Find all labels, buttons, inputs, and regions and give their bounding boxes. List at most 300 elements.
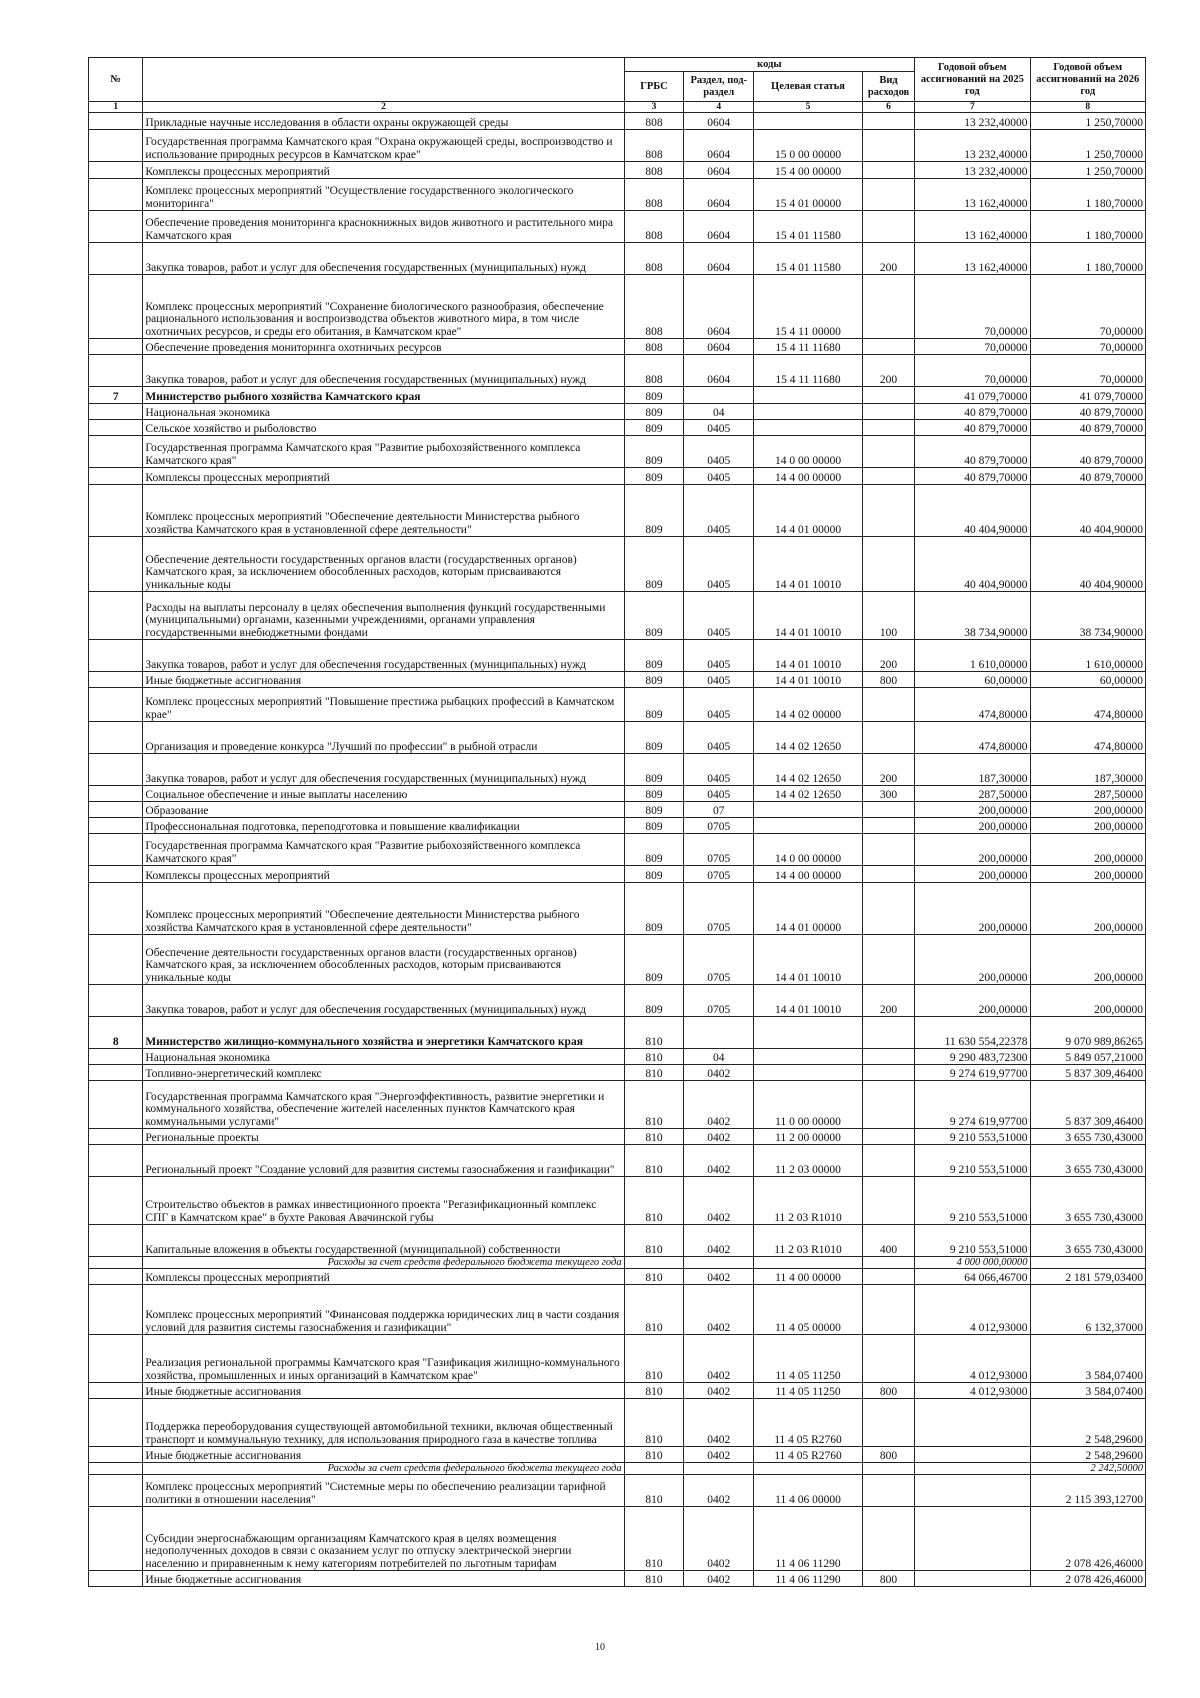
table-row <box>89 243 1146 275</box>
column-numbers-row <box>89 102 1146 113</box>
row-target-article: 15 4 00 00000 <box>754 162 863 179</box>
row-expense-kind <box>862 834 914 866</box>
row-volume-2025: 1 610,00000 <box>915 640 1030 672</box>
row-number <box>89 935 143 985</box>
row-number <box>89 436 143 468</box>
row-name: Реализация региональной программы Камчатского края "Газификация жилищно-коммунального хозяйства, промышленных и иных организаций в Камчатском крае" <box>143 1335 624 1383</box>
row-grbs: 809 <box>624 404 684 420</box>
row-grbs: 810 <box>624 1065 684 1081</box>
table-row <box>89 468 1146 485</box>
table-row <box>89 672 1146 688</box>
row-volume-2026: 200,00000 <box>1030 985 1145 1017</box>
row-grbs: 808 <box>624 113 684 130</box>
row-name: Субсидии энергоснабжающим организациям Камчатского края в целях возмещения недополученных доходов в связи с оказанием услуг по отпуску электрической энергии населению и приравненным к нему категориям потребителей по льготным тарифам <box>143 1507 624 1571</box>
row-grbs <box>624 1257 684 1269</box>
row-grbs: 809 <box>624 436 684 468</box>
row-volume-2025: 9 210 553,51000 <box>915 1129 1030 1145</box>
row-number: 7 <box>89 387 143 404</box>
row-grbs: 808 <box>624 243 684 275</box>
row-name: Организация и проведение конкурса "Лучший по профессии" в рыбной отрасли <box>143 722 624 754</box>
row-target-article: 14 4 01 10010 <box>754 640 863 672</box>
table-row <box>89 387 1146 404</box>
row-number <box>89 1475 143 1507</box>
header-target: Целевая статья <box>754 72 863 102</box>
table-row <box>89 802 1146 818</box>
table-row <box>89 754 1146 786</box>
row-grbs: 809 <box>624 985 684 1017</box>
row-grbs: 809 <box>624 688 684 722</box>
row-expense-kind <box>862 113 914 130</box>
row-volume-2026: 474,80000 <box>1030 722 1145 754</box>
row-number <box>89 404 143 420</box>
table-row <box>89 130 1146 162</box>
row-grbs: 809 <box>624 786 684 802</box>
federal-note-row <box>89 1463 1146 1475</box>
row-section: 0604 <box>684 355 754 387</box>
row-number <box>89 339 143 355</box>
row-name: Региональные проекты <box>143 1129 624 1145</box>
row-section: 0405 <box>684 420 754 436</box>
row-target-article: 11 4 06 11290 <box>754 1507 863 1571</box>
row-target-article: 14 4 01 00000 <box>754 883 863 935</box>
row-grbs: 810 <box>624 1285 684 1335</box>
row-expense-kind: 200 <box>862 355 914 387</box>
row-expense-kind <box>862 1129 914 1145</box>
row-volume-2026: 9 070 989,86265 <box>1030 1017 1145 1049</box>
row-expense-kind: 800 <box>862 1447 914 1463</box>
row-volume-2026: 200,00000 <box>1030 883 1145 935</box>
table-row <box>89 688 1146 722</box>
column-number: 3 <box>624 102 684 113</box>
row-volume-2025: 9 274 619,97700 <box>915 1065 1030 1081</box>
row-grbs: 810 <box>624 1081 684 1129</box>
row-expense-kind: 100 <box>862 592 914 640</box>
row-number <box>89 1049 143 1065</box>
row-volume-2026: 1 610,00000 <box>1030 640 1145 672</box>
row-grbs: 808 <box>624 275 684 339</box>
row-volume-2026: 5 849 057,21000 <box>1030 1049 1145 1065</box>
table-row <box>89 1145 1146 1177</box>
row-section: 0405 <box>684 468 754 485</box>
row-volume-2026: 187,30000 <box>1030 754 1145 786</box>
row-volume-2025: 70,00000 <box>915 275 1030 339</box>
row-number <box>89 1081 143 1129</box>
row-volume-2026: 1 250,70000 <box>1030 130 1145 162</box>
header-grbs: ГРБС <box>624 72 684 102</box>
row-volume-2025: 40 879,70000 <box>915 436 1030 468</box>
row-volume-2026: 40 879,70000 <box>1030 420 1145 436</box>
budget-table <box>88 57 1146 1587</box>
row-volume-2026: 2 242,50000 <box>1030 1463 1145 1475</box>
column-number: 2 <box>143 102 624 113</box>
row-target-article: 15 4 11 11680 <box>754 355 863 387</box>
row-target-article: 14 4 01 10010 <box>754 985 863 1017</box>
row-name: Капитальные вложения в объекты государственной (муниципальной) собственности <box>143 1225 624 1257</box>
row-number <box>89 985 143 1017</box>
row-grbs: 810 <box>624 1269 684 1285</box>
row-volume-2026: 200,00000 <box>1030 935 1145 985</box>
row-expense-kind <box>862 436 914 468</box>
row-volume-2025: 200,00000 <box>915 935 1030 985</box>
page-number: 10 <box>595 1642 605 1653</box>
row-grbs: 809 <box>624 818 684 834</box>
row-expense-kind <box>862 1463 914 1475</box>
row-expense-kind: 400 <box>862 1225 914 1257</box>
table-row <box>89 1447 1146 1463</box>
row-name: Министерство рыбного хозяйства Камчатского края <box>143 387 624 404</box>
row-section: 07 <box>684 802 754 818</box>
table-row <box>89 985 1146 1017</box>
row-number <box>89 1177 143 1225</box>
row-name: Обеспечение деятельности государственных органов власти (государственных органов) Камчатского края, за исключением обособленных расходов, которым присваиваются уникальные коды <box>143 935 624 985</box>
row-target-article: 11 4 05 00000 <box>754 1285 863 1335</box>
row-name: Комплекс процессных мероприятий "Обеспечение деятельности Министерства рыбного хозяйства Камчатского края в установленной сфере деятельности" <box>143 485 624 537</box>
row-volume-2025: 70,00000 <box>915 355 1030 387</box>
row-grbs: 809 <box>624 883 684 935</box>
row-volume-2025 <box>915 1507 1030 1571</box>
row-number <box>89 1269 143 1285</box>
row-volume-2026: 5 837 309,46400 <box>1030 1081 1145 1129</box>
row-volume-2026: 70,00000 <box>1030 355 1145 387</box>
table-row <box>89 786 1146 802</box>
row-grbs: 808 <box>624 179 684 211</box>
row-number <box>89 537 143 592</box>
row-grbs: 810 <box>624 1049 684 1065</box>
row-target-article: 11 4 05 11250 <box>754 1383 863 1399</box>
row-volume-2025: 13 232,40000 <box>915 113 1030 130</box>
row-section: 0705 <box>684 935 754 985</box>
table-row <box>89 1065 1146 1081</box>
row-volume-2026: 6 132,37000 <box>1030 1285 1145 1335</box>
row-grbs: 808 <box>624 162 684 179</box>
row-name: Национальная экономика <box>143 1049 624 1065</box>
row-name: Топливно-энергетический комплекс <box>143 1065 624 1081</box>
row-volume-2025: 41 079,70000 <box>915 387 1030 404</box>
table-row <box>89 420 1146 436</box>
header-vol-2026: Годовой объем ассигнований на 2026 год <box>1030 58 1145 102</box>
row-expense-kind <box>862 537 914 592</box>
row-expense-kind <box>862 802 914 818</box>
row-number <box>89 243 143 275</box>
row-volume-2025: 38 734,90000 <box>915 592 1030 640</box>
federal-note-row <box>89 1257 1146 1269</box>
row-expense-kind <box>862 387 914 404</box>
row-expense-kind <box>862 1285 914 1335</box>
row-name: Комплексы процессных мероприятий <box>143 468 624 485</box>
row-section: 0405 <box>684 786 754 802</box>
row-expense-kind: 200 <box>862 985 914 1017</box>
row-volume-2026: 2 078 426,46000 <box>1030 1571 1145 1587</box>
row-number <box>89 1129 143 1145</box>
row-volume-2026: 5 837 309,46400 <box>1030 1065 1145 1081</box>
row-volume-2026: 3 655 730,43000 <box>1030 1177 1145 1225</box>
row-section: 0402 <box>684 1065 754 1081</box>
row-name: Комплекс процессных мероприятий "Повышение престижа рыбацких профессий в Камчатском крае" <box>143 688 624 722</box>
row-volume-2026: 1 180,70000 <box>1030 211 1145 243</box>
row-volume-2026: 40 404,90000 <box>1030 485 1145 537</box>
row-name: Обеспечение деятельности государственных органов власти (государственных органов) Камчатского края, за исключением обособленных расходов, которым присваиваются уникальные коды <box>143 537 624 592</box>
row-target-article: 11 4 05 11250 <box>754 1335 863 1383</box>
column-number: 5 <box>754 102 863 113</box>
row-expense-kind <box>862 883 914 935</box>
table-row <box>89 113 1146 130</box>
row-number <box>89 130 143 162</box>
row-section: 0405 <box>684 640 754 672</box>
row-expense-kind <box>862 688 914 722</box>
table-row <box>89 1081 1146 1129</box>
row-grbs: 808 <box>624 355 684 387</box>
row-number <box>89 1335 143 1383</box>
table-row <box>89 1507 1146 1571</box>
row-grbs: 808 <box>624 130 684 162</box>
row-number <box>89 113 143 130</box>
row-volume-2025: 200,00000 <box>915 802 1030 818</box>
row-volume-2026: 38 734,90000 <box>1030 592 1145 640</box>
header-name <box>143 58 624 102</box>
table-row <box>89 179 1146 211</box>
row-number <box>89 420 143 436</box>
row-name: Закупка товаров, работ и услуг для обеспечения государственных (муниципальных) нужд <box>143 640 624 672</box>
row-grbs: 810 <box>624 1177 684 1225</box>
row-name: Иные бюджетные ассигнования <box>143 672 624 688</box>
row-section: 04 <box>684 1049 754 1065</box>
row-target-article: 11 4 06 00000 <box>754 1475 863 1507</box>
table-row <box>89 339 1146 355</box>
table-row <box>89 1571 1146 1587</box>
row-target-article <box>754 1463 863 1475</box>
row-number <box>89 786 143 802</box>
row-grbs: 808 <box>624 211 684 243</box>
row-target-article: 11 2 03 R1010 <box>754 1225 863 1257</box>
table-row <box>89 1475 1146 1507</box>
row-target-article: 15 4 01 11580 <box>754 211 863 243</box>
row-volume-2025: 64 066,46700 <box>915 1269 1030 1285</box>
row-section: 0402 <box>684 1507 754 1571</box>
row-section: 0402 <box>684 1335 754 1383</box>
row-name: Расходы за счет средств федерального бюджета текущего года <box>143 1257 624 1269</box>
row-expense-kind <box>862 1507 914 1571</box>
row-volume-2025: 40 879,70000 <box>915 468 1030 485</box>
row-expense-kind <box>862 404 914 420</box>
row-grbs: 809 <box>624 640 684 672</box>
row-volume-2025: 474,80000 <box>915 688 1030 722</box>
row-volume-2025: 200,00000 <box>915 866 1030 883</box>
row-number <box>89 1507 143 1571</box>
row-grbs: 810 <box>624 1475 684 1507</box>
row-volume-2026: 3 584,07400 <box>1030 1335 1145 1383</box>
row-target-article <box>754 1257 863 1269</box>
row-section: 0402 <box>684 1447 754 1463</box>
row-section: 0402 <box>684 1269 754 1285</box>
row-grbs: 809 <box>624 468 684 485</box>
header-kind: Вид расходов <box>862 72 914 102</box>
row-target-article: 15 4 01 00000 <box>754 179 863 211</box>
row-number <box>89 1463 143 1475</box>
row-volume-2026: 40 879,70000 <box>1030 404 1145 420</box>
row-name: Государственная программа Камчатского края "Развитие рыбохозяйственного комплекса Камчатского края" <box>143 436 624 468</box>
row-expense-kind <box>862 722 914 754</box>
row-name: Национальная экономика <box>143 404 624 420</box>
header-vol-2025: Годовой объем ассигнований на 2025 год <box>915 58 1030 102</box>
row-grbs: 810 <box>624 1399 684 1447</box>
row-target-article: 11 2 03 R1010 <box>754 1177 863 1225</box>
row-volume-2026: 200,00000 <box>1030 818 1145 834</box>
row-number <box>89 818 143 834</box>
row-grbs: 810 <box>624 1383 684 1399</box>
row-name: Иные бюджетные ассигнования <box>143 1447 624 1463</box>
row-number <box>89 179 143 211</box>
row-volume-2025 <box>915 1475 1030 1507</box>
row-name: Государственная программа Камчатского края "Развитие рыбохозяйственного комплекса Камчатского края" <box>143 834 624 866</box>
row-volume-2026: 200,00000 <box>1030 802 1145 818</box>
row-section: 0405 <box>684 485 754 537</box>
row-section <box>684 1257 754 1269</box>
row-number <box>89 468 143 485</box>
row-target-article: 14 4 00 00000 <box>754 468 863 485</box>
row-name: Государственная программа Камчатского края "Энергоэффективность, развитие энергетики и коммунального хозяйства, обеспечение жителей населенных пунктов Камчатского края коммунальными услугами" <box>143 1081 624 1129</box>
row-target-article: 11 2 03 00000 <box>754 1145 863 1177</box>
row-name: Комплекс процессных мероприятий "Финансовая поддержка юридических лиц в части создания условий для развития системы газоснабжения и газификации" <box>143 1285 624 1335</box>
row-grbs: 809 <box>624 420 684 436</box>
row-target-article: 15 4 01 11580 <box>754 243 863 275</box>
row-target-article: 11 4 05 R2760 <box>754 1447 863 1463</box>
row-grbs: 810 <box>624 1447 684 1463</box>
row-section: 0402 <box>684 1225 754 1257</box>
row-grbs: 810 <box>624 1145 684 1177</box>
row-number <box>89 672 143 688</box>
row-volume-2026: 2 115 393,12700 <box>1030 1475 1145 1507</box>
row-target-article: 14 4 01 10010 <box>754 935 863 985</box>
row-number <box>89 688 143 722</box>
row-volume-2025: 13 232,40000 <box>915 162 1030 179</box>
row-expense-kind <box>862 130 914 162</box>
row-volume-2026: 40 879,70000 <box>1030 468 1145 485</box>
row-expense-kind <box>862 1177 914 1225</box>
row-target-article: 14 0 00 00000 <box>754 834 863 866</box>
row-section: 0604 <box>684 179 754 211</box>
row-volume-2026: 70,00000 <box>1030 275 1145 339</box>
table-row <box>89 436 1146 468</box>
row-expense-kind <box>862 339 914 355</box>
row-name: Прикладные научные исследования в области охраны окружающей среды <box>143 113 624 130</box>
row-name: Комплексы процессных мероприятий <box>143 1269 624 1285</box>
row-name: Поддержка переоборудования существующей автомобильной техники, включая общественный транспорт и коммунальную технику, для использования природного газа в качестве топлива <box>143 1399 624 1447</box>
row-section: 0402 <box>684 1285 754 1335</box>
row-volume-2025: 4 000 000,00000 <box>915 1257 1030 1269</box>
row-volume-2026: 200,00000 <box>1030 834 1145 866</box>
table-row <box>89 162 1146 179</box>
row-target-article: 14 4 02 12650 <box>754 786 863 802</box>
row-target-article <box>754 1065 863 1081</box>
row-target-article: 15 4 11 00000 <box>754 275 863 339</box>
row-name: Расходы на выплаты персоналу в целях обеспечения выполнения функций государственными (муниципальными) органами, казенными учреждениями, органами управления государственными внебюджетными фондами <box>143 592 624 640</box>
row-number <box>89 1225 143 1257</box>
row-section: 0604 <box>684 339 754 355</box>
row-number: 8 <box>89 1017 143 1049</box>
row-target-article <box>754 802 863 818</box>
row-expense-kind: 200 <box>862 640 914 672</box>
row-expense-kind <box>862 1049 914 1065</box>
row-volume-2025: 13 162,40000 <box>915 211 1030 243</box>
table-row <box>89 1269 1146 1285</box>
row-expense-kind <box>862 179 914 211</box>
table-row <box>89 355 1146 387</box>
table-row <box>89 485 1146 537</box>
table-row <box>89 537 1146 592</box>
table-body <box>89 113 1146 1587</box>
row-volume-2026: 3 655 730,43000 <box>1030 1145 1145 1177</box>
header-num: № <box>89 58 143 102</box>
row-volume-2025: 9 210 553,51000 <box>915 1177 1030 1225</box>
row-name: Образование <box>143 802 624 818</box>
row-name: Иные бюджетные ассигнования <box>143 1383 624 1399</box>
row-volume-2025 <box>915 1399 1030 1447</box>
row-name: Комплекс процессных мероприятий "Осуществление государственного экологического мониторинга" <box>143 179 624 211</box>
row-expense-kind <box>862 1335 914 1383</box>
row-grbs: 809 <box>624 592 684 640</box>
row-expense-kind: 800 <box>862 672 914 688</box>
column-number: 6 <box>862 102 914 113</box>
row-target-article: 14 4 02 12650 <box>754 722 863 754</box>
row-section: 0402 <box>684 1399 754 1447</box>
row-target-article <box>754 1049 863 1065</box>
row-target-article <box>754 113 863 130</box>
row-expense-kind <box>862 485 914 537</box>
row-section: 0405 <box>684 592 754 640</box>
row-volume-2026: 40 879,70000 <box>1030 436 1145 468</box>
row-grbs: 810 <box>624 1129 684 1145</box>
row-volume-2025: 11 630 554,22378 <box>915 1017 1030 1049</box>
row-section: 0405 <box>684 537 754 592</box>
row-section: 0604 <box>684 162 754 179</box>
row-number <box>89 162 143 179</box>
row-grbs: 809 <box>624 387 684 404</box>
row-expense-kind <box>862 275 914 339</box>
row-target-article: 11 4 05 R2760 <box>754 1399 863 1447</box>
row-name: Закупка товаров, работ и услуг для обеспечения государственных (муниципальных) нужд <box>143 985 624 1017</box>
row-target-article <box>754 387 863 404</box>
row-expense-kind <box>862 1399 914 1447</box>
row-volume-2025: 200,00000 <box>915 818 1030 834</box>
row-number <box>89 866 143 883</box>
row-grbs: 810 <box>624 1507 684 1571</box>
column-number: 4 <box>684 102 754 113</box>
row-target-article: 14 4 00 00000 <box>754 866 863 883</box>
header-codes: коды <box>624 58 915 72</box>
row-volume-2025: 4 012,93000 <box>915 1285 1030 1335</box>
row-grbs: 809 <box>624 485 684 537</box>
row-volume-2025: 9 290 483,72300 <box>915 1049 1030 1065</box>
row-number <box>89 485 143 537</box>
row-target-article: 11 4 06 11290 <box>754 1571 863 1587</box>
row-section: 0405 <box>684 754 754 786</box>
row-volume-2025: 474,80000 <box>915 722 1030 754</box>
table-row <box>89 1049 1146 1065</box>
row-expense-kind <box>862 1017 914 1049</box>
row-volume-2026: 1 180,70000 <box>1030 243 1145 275</box>
header-section: Раздел, под-раздел <box>684 72 754 102</box>
row-name: Государственная программа Камчатского края "Охрана окружающей среды, воспроизводство и использование природных ресурсов в Камчатском крае" <box>143 130 624 162</box>
row-grbs: 809 <box>624 754 684 786</box>
row-volume-2025 <box>915 1447 1030 1463</box>
table-row <box>89 1129 1146 1145</box>
row-name: Сельское хозяйство и рыболовство <box>143 420 624 436</box>
row-section: 04 <box>684 404 754 420</box>
table-row <box>89 834 1146 866</box>
row-volume-2025: 9 274 619,97700 <box>915 1081 1030 1129</box>
row-volume-2026: 2 078 426,46000 <box>1030 1507 1145 1571</box>
row-volume-2026: 40 404,90000 <box>1030 537 1145 592</box>
